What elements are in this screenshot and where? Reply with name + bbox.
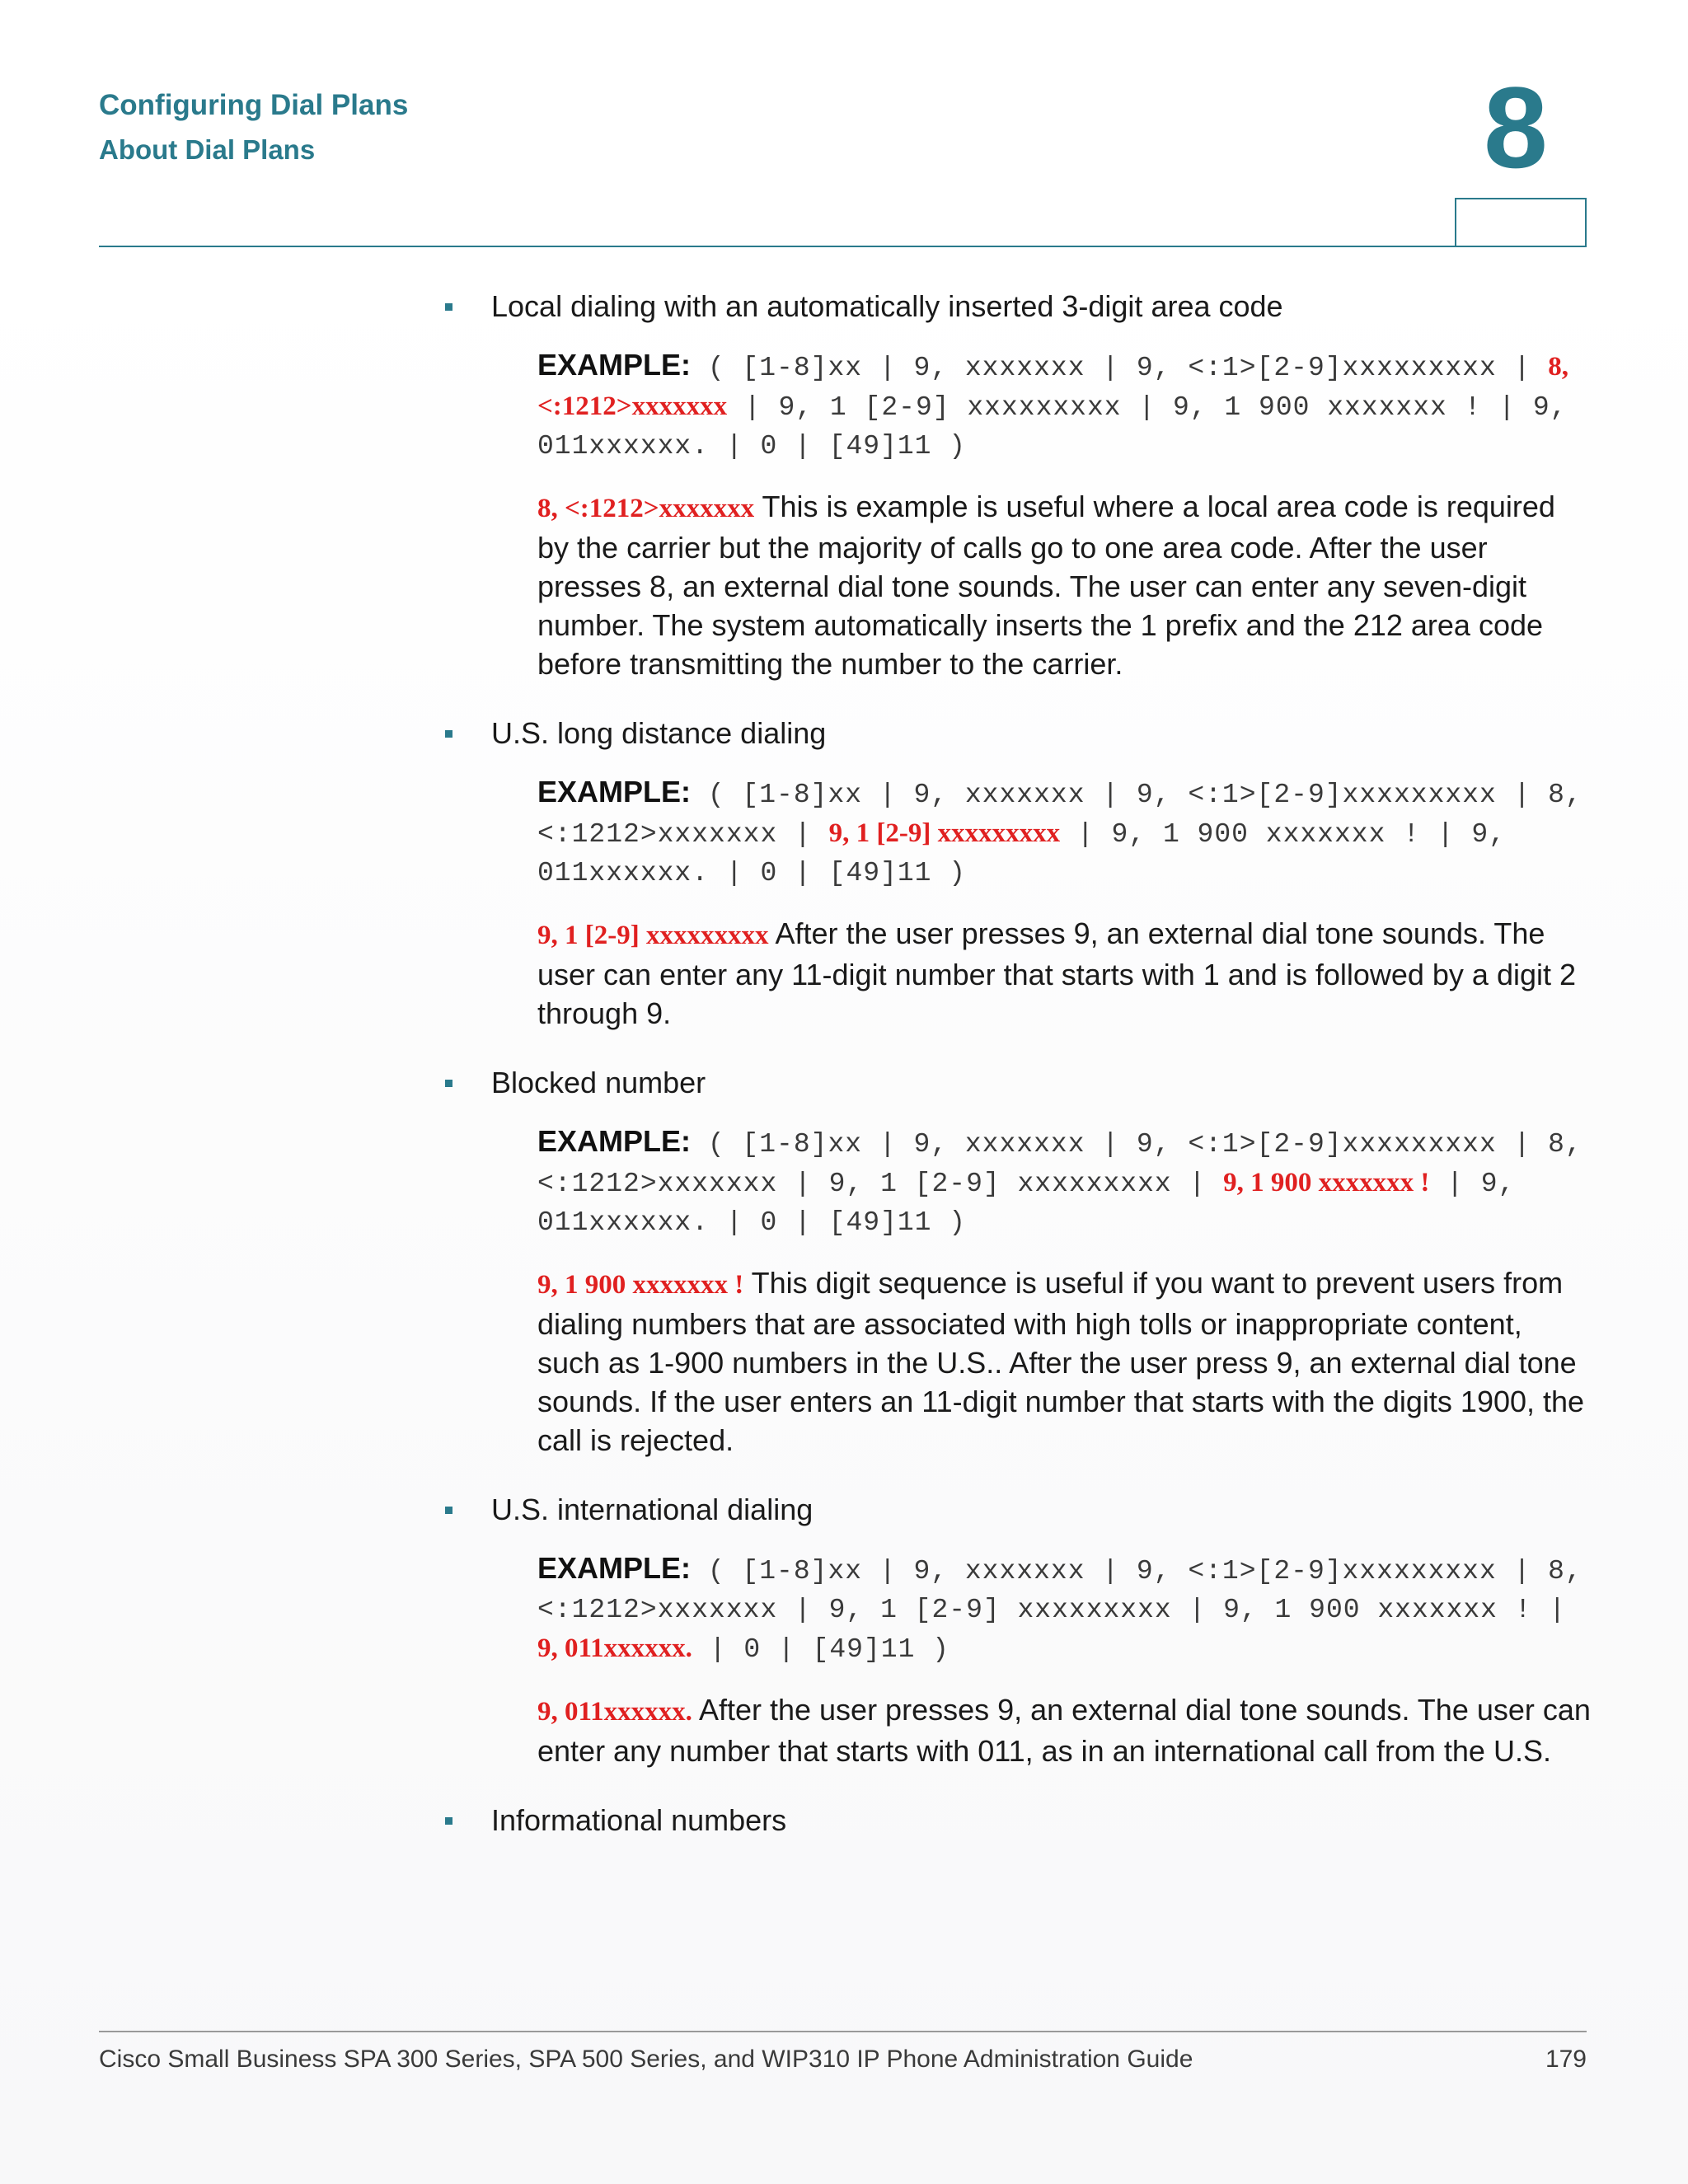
example-label: EXAMPLE: [537, 775, 692, 808]
example-label: EXAMPLE: [537, 1551, 692, 1585]
example-code-highlight: 9, 1 [2-9] xxxxxxxxx [828, 818, 1061, 848]
example-code-highlight: 8, <:1212>xxxxxxx [537, 352, 1568, 421]
example-block [537, 1122, 1591, 1242]
description-highlight: 8, <:1212>xxxxxxx [537, 494, 755, 523]
chapter-title: Configuring Dial Plans [99, 89, 409, 121]
bullet-item [445, 1798, 1591, 1843]
bullet-text: U.S. long distance dialing [491, 716, 827, 750]
example-code-post: | 9, 011xxxxxx. | 0 | [49]11 ) [537, 1169, 1516, 1238]
example-code-pre: ( [1-8]xx | 9, xxxxxxx | 9, <:1>[2-9]xxxxxxxxx | 8, <:1212>xxxxxxx | 9, 1 [2-9] xxxxxxxxx | 9, 1 900 xxxxxxx ! | [537, 1556, 1582, 1625]
example-code-pre: ( [1-8]xx | 9, xxxxxxx | 9, <:1>[2-9]xxxxxxxxx | 8, <:1212>xxxxxxx | [537, 780, 1582, 850]
bullet-text: Informational numbers [491, 1803, 787, 1837]
bullet-square-icon [445, 1507, 452, 1514]
bullet-item [445, 284, 1591, 329]
bullet-text: Local dialing with an automatically inserted 3-digit area code [491, 289, 1283, 323]
example-description [537, 1263, 1591, 1460]
description-text: This is example is useful where a local area code is required by the carrier but the majority of calls go to one area code. After the user presses 8, an external dial tone sounds. The user can enter any seven-digit number. The system automatically inserts the 1 prefix and the 212 area code before transmitting the number to the carrier. [537, 490, 1555, 681]
chapter-tab-box [1455, 198, 1587, 246]
example-code-highlight: 9, 1 900 xxxxxxx ! [1223, 1168, 1430, 1197]
example-description [537, 1690, 1591, 1770]
example-description [537, 487, 1591, 683]
description-highlight: 9, 011xxxxxx. [537, 1697, 692, 1727]
chapter-number: 8 [1484, 63, 1548, 192]
example-description [537, 914, 1591, 1033]
bullet-square-icon [445, 1817, 452, 1825]
example-code-post: | 0 | [49]11 ) [692, 1634, 950, 1665]
bullet-square-icon [445, 303, 452, 311]
example-code-post: | 9, 1 900 xxxxxxx ! | 9, 011xxxxxx. | 0 | [49]11 ) [537, 819, 1507, 888]
bullet-square-icon [445, 730, 452, 738]
description-highlight: 9, 1 [2-9] xxxxxxxxx [537, 921, 769, 950]
page-number: 179 [1545, 2046, 1587, 2073]
page-content [445, 284, 1591, 1859]
bullet-item [445, 1488, 1591, 1532]
description-highlight: 9, 1 900 xxxxxxx ! [537, 1270, 744, 1300]
example-code-post: | 9, 1 [2-9] xxxxxxxxx | 9, 1 900 xxxxxxx ! | 9, 011xxxxxx. | 0 | [49]11 ) [537, 392, 1568, 462]
bullet-square-icon [445, 1080, 452, 1087]
example-label: EXAMPLE: [537, 1124, 692, 1158]
example-block [537, 772, 1591, 893]
bullet-text: U.S. international dialing [491, 1493, 814, 1526]
bullet-item [445, 711, 1591, 756]
example-code-pre: ( [1-8]xx | 9, xxxxxxx | 9, <:1>[2-9]xxxxxxxxx | [707, 353, 1549, 383]
bullet-item [445, 1061, 1591, 1105]
description-text: After the user presses 9, an external dial tone sounds. The user can enter any 11-digit number that starts with 1 and is followed by a digit 2 through 9. [537, 916, 1577, 1030]
footer-text: Cisco Small Business SPA 300 Series, SPA 500 Series, and WIP310 IP Phone Administration Guide [99, 2046, 1193, 2073]
example-code-highlight: 9, 011xxxxxx. [537, 1633, 692, 1663]
footer-rule [99, 2031, 1587, 2032]
section-title: About Dial Plans [99, 134, 316, 165]
header-rule [99, 246, 1587, 247]
example-block [537, 345, 1591, 466]
bullet-text: Blocked number [491, 1066, 706, 1099]
example-label: EXAMPLE: [537, 348, 692, 382]
description-text: After the user presses 9, an external dial tone sounds. The user can enter any number that starts with 011, as in an international call from the U.S. [537, 1693, 1591, 1768]
example-code-pre: ( [1-8]xx | 9, xxxxxxx | 9, <:1>[2-9]xxxxxxxxx | 8, <:1212>xxxxxxx | 9, 1 [2-9] xxxxxxxxx | [537, 1129, 1582, 1199]
description-text: This digit sequence is useful if you want to prevent users from dialing numbers that are associated with high tolls or inappropriate content, such as 1-900 numbers in the U.S.. After the user press 9, an external dial tone sounds. If the user enters an 11-digit number that starts with the digits 1900, the call is rejected. [537, 1266, 1585, 1457]
example-block [537, 1549, 1591, 1669]
